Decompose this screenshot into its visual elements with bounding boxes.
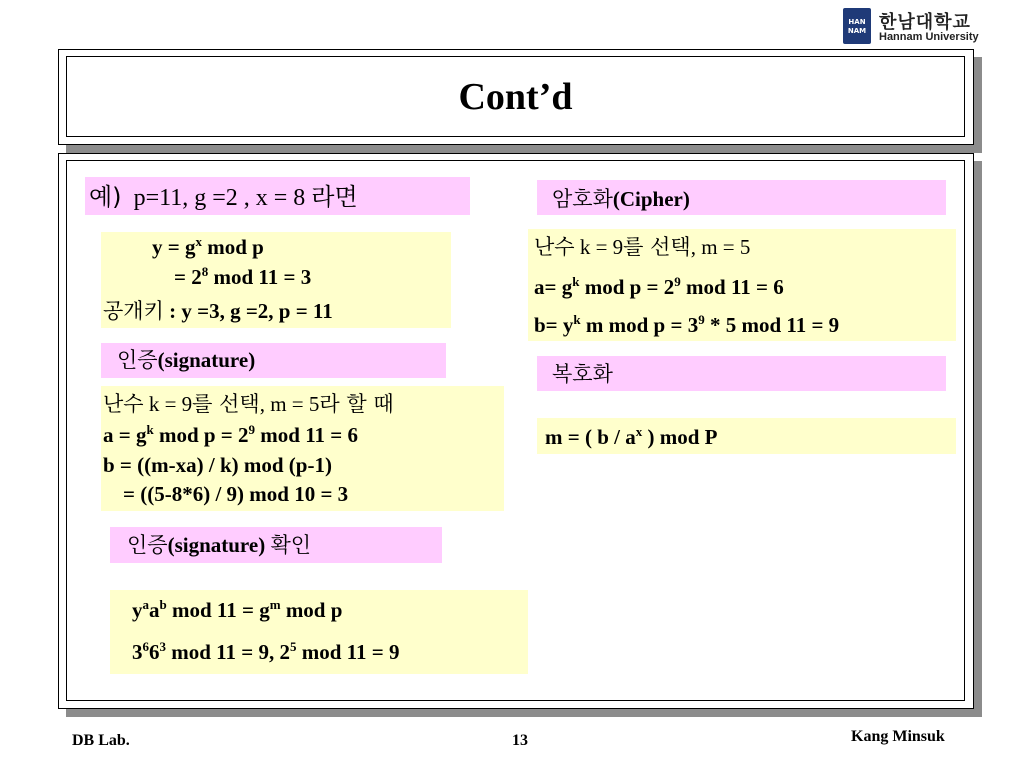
decrypt-header-box xyxy=(537,356,946,391)
signature-header-box xyxy=(101,343,446,378)
verify-box xyxy=(110,590,528,674)
keygen-box xyxy=(101,232,451,328)
verify-header-box xyxy=(110,527,442,563)
cipher-box xyxy=(528,229,956,341)
signature-line-2: $a = g^k$ mod $p = 2^9$ mod 11 = 6 xyxy=(103,422,359,447)
keygen-line-3: 공개키 : y =3, g =2, p = 11 xyxy=(103,299,333,323)
decrypt-box xyxy=(537,418,956,454)
logo-korean-text: 한남대학교 xyxy=(879,12,971,33)
cipher-line-1: 난수 k = 9를 선택, m = 5 xyxy=(534,235,751,259)
title-inner-border xyxy=(66,56,965,137)
footer-lab: DB Lab. xyxy=(72,732,130,749)
decrypt-line: m = ( b / $a^x$ ) mod P xyxy=(545,424,718,449)
cipher-header-box xyxy=(537,180,946,215)
verify-line-2: $3^66^3$ mod 11 = 9, $2^5$ mod 11 = 9 xyxy=(132,639,400,664)
cipher-line-3: $b= y^k$ m mod $p = 3^9 * 5$ mod 11 = 9 xyxy=(534,312,840,337)
footer-author: Kang Minsuk xyxy=(851,728,945,745)
signature-box xyxy=(101,386,504,511)
decrypt-header: 복호화 xyxy=(552,362,613,386)
keygen-line-1: $y = g^x$ mod p xyxy=(152,234,264,259)
cipher-line-2: $a= g^k$ mod $p = 2^9$ mod 11 = 6 xyxy=(534,274,784,299)
signature-line-3: b = ((m-xa) / k) mod (p-1) xyxy=(103,453,332,477)
title-frame xyxy=(58,49,974,145)
logo-emblem-icon: HAN NAM xyxy=(843,8,871,44)
signature-line-1: 난수 k = 9를 선택, m = 5라 할 때 xyxy=(103,392,394,416)
signature-header: 인증(signature) xyxy=(117,348,256,372)
example-line: 예) p=11, g =2 , x = 8 라면 xyxy=(89,183,358,211)
verify-header: 인증(signature) 확인 xyxy=(127,533,312,557)
example-box xyxy=(85,177,470,215)
university-logo xyxy=(843,6,983,46)
page-number: 13 xyxy=(512,732,528,749)
logo-english-text: Hannam University xyxy=(879,31,979,43)
verify-line-1: $y^aa^b$ mod $11 = g^m$ mod p xyxy=(132,597,343,622)
keygen-line-2: = $2^8$ mod 11 = 3 xyxy=(174,264,312,289)
signature-line-4: = ((5-8*6) / 9) mod 10 = 3 xyxy=(123,482,349,506)
slide-title: Cont’d xyxy=(458,76,573,118)
cipher-header: 암호화(Cipher) xyxy=(552,187,690,211)
